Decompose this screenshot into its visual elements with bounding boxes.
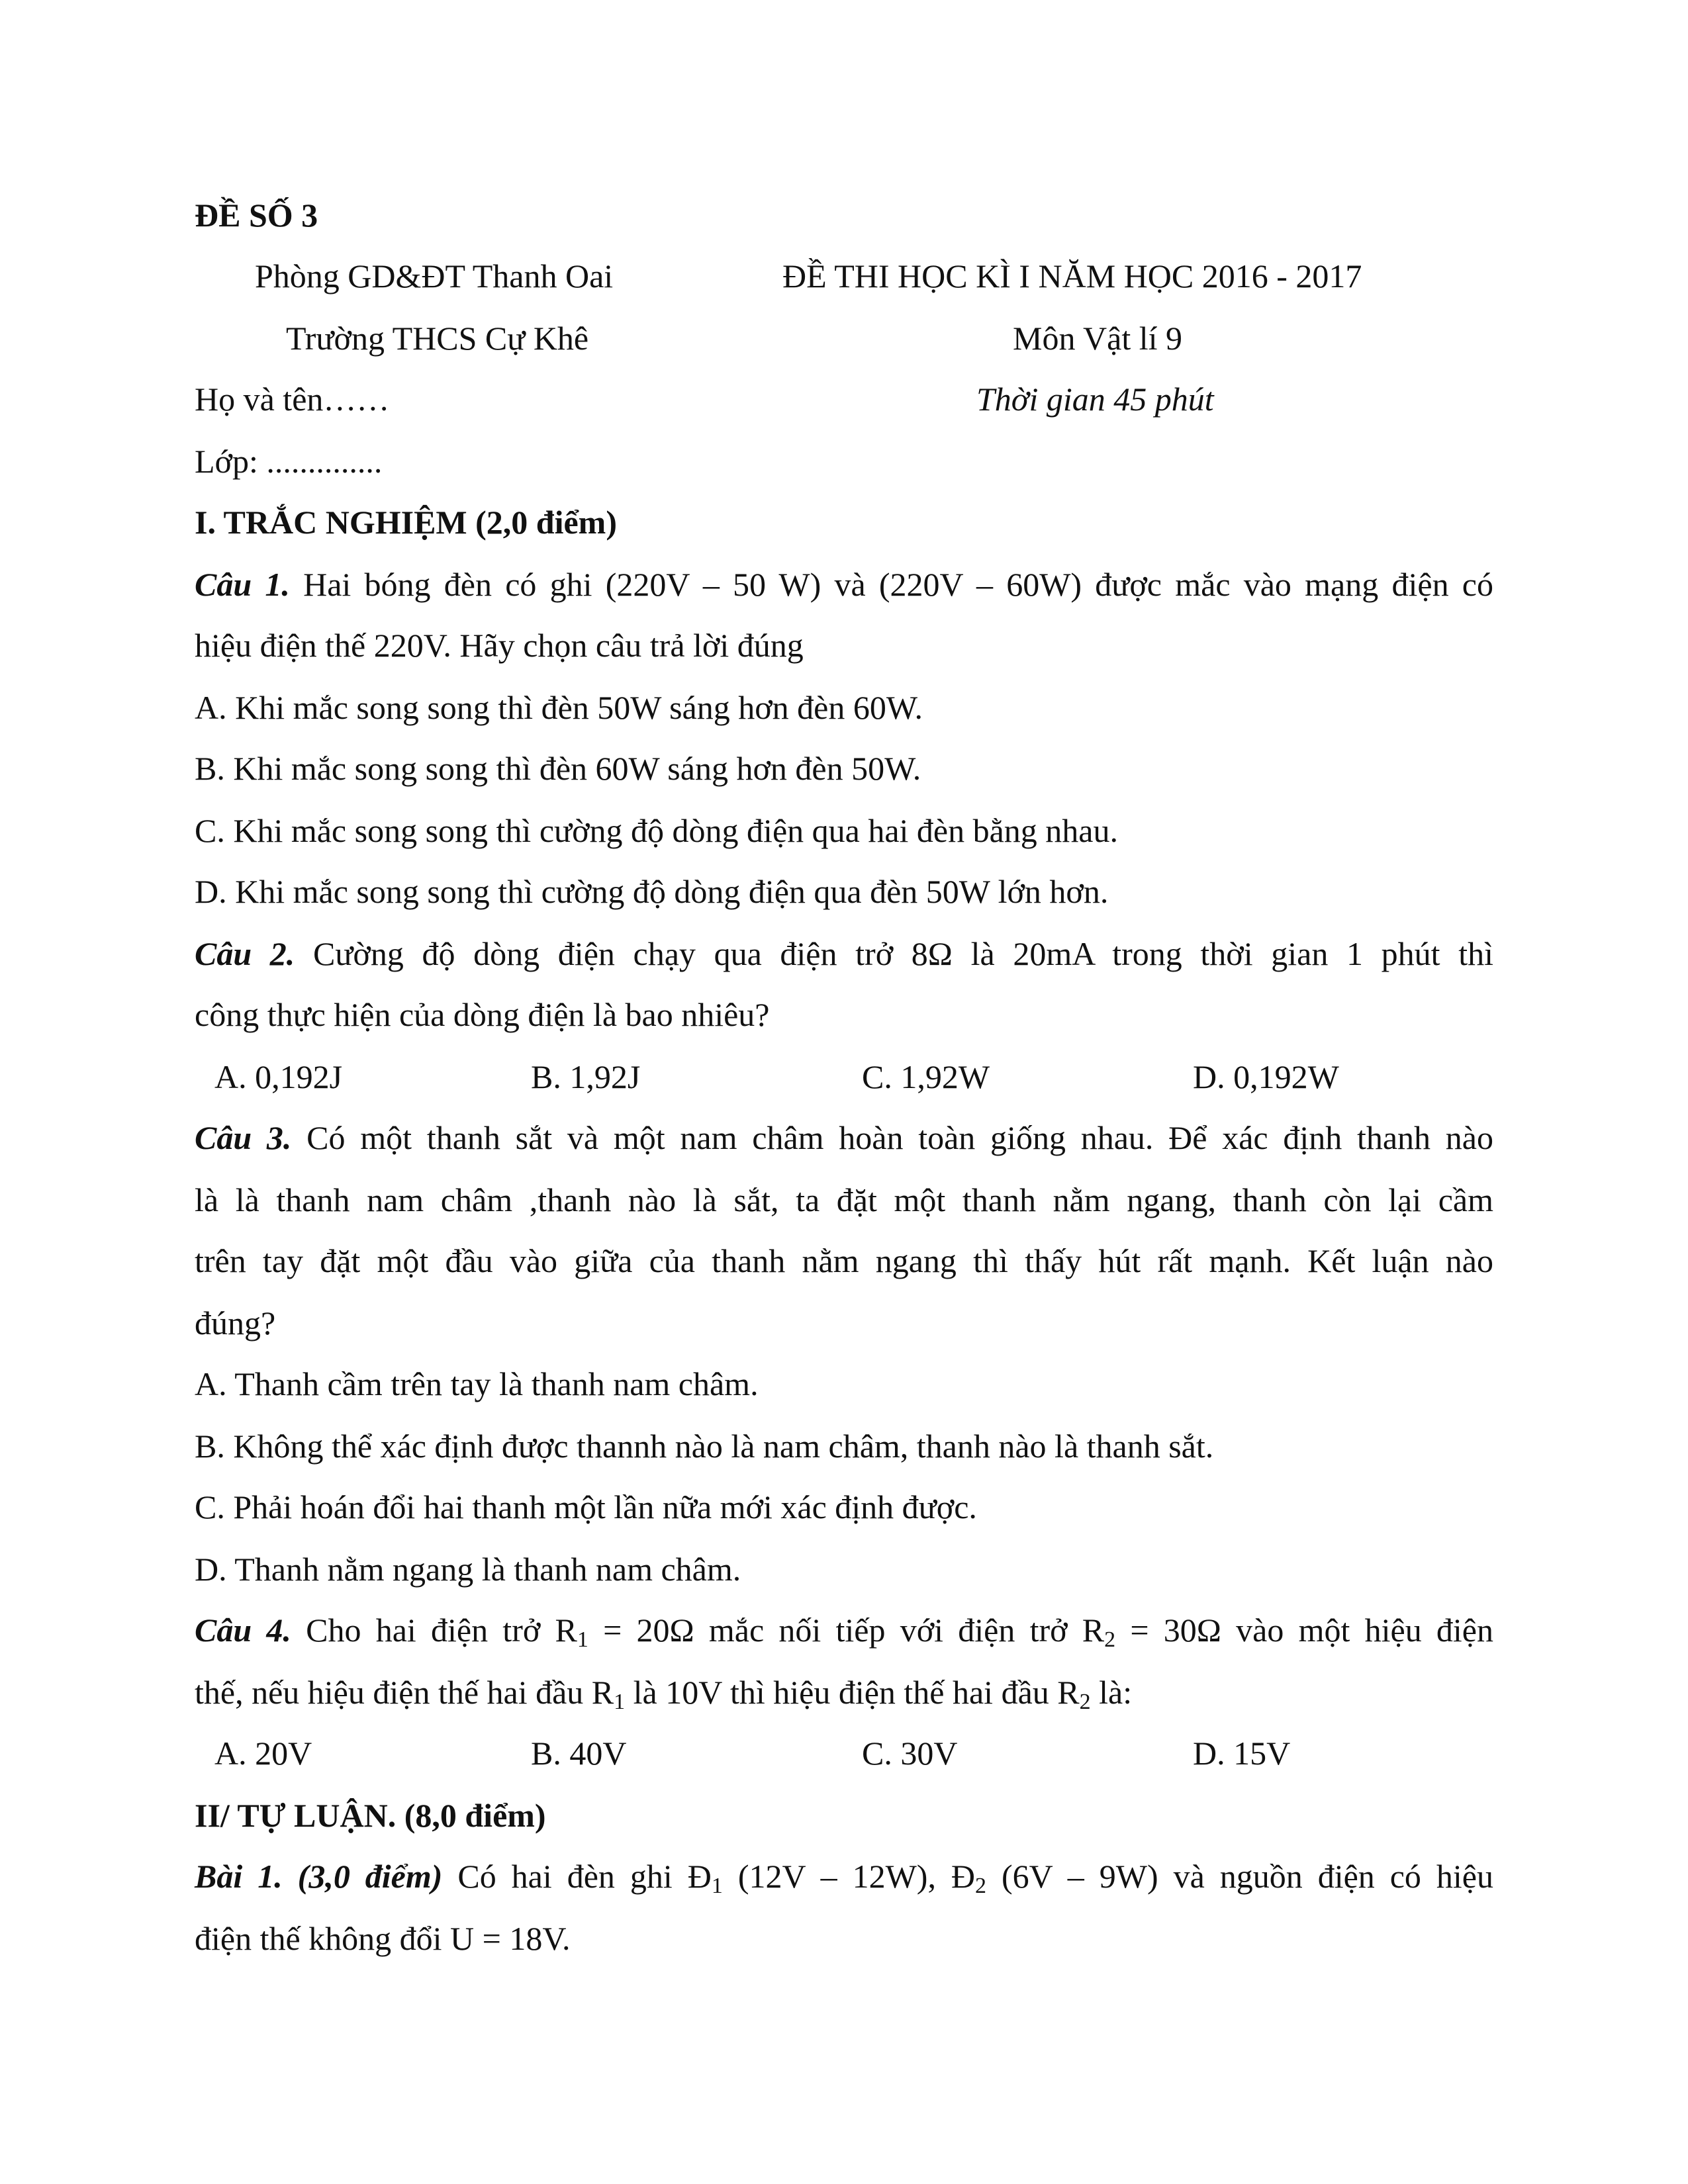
subject: Môn Vật lí 9 (1013, 320, 1183, 357)
q4-line1: Câu 4. Cho hai điện trở $R_1 = 20\Omega$ mắc nối tiếp với điện trở $R_2 = 30\Omega$ vào một hiệu điện (195, 1612, 1494, 1652)
name-field: Họ và tên…… (195, 381, 390, 418)
q2-option-c: C. 1,92W (862, 1058, 990, 1095)
q1-option-a: A. Khi mắc song song thì đèn 50W sáng hơn đèn 60W. (195, 689, 923, 726)
q1-option-c: C. Khi mắc song song thì cường độ dòng điện qua hai đèn bằng nhau. (195, 812, 1118, 849)
class-field: Lớp: .............. (195, 443, 383, 480)
q3-line1: Câu 3. Có một thanh sắt và một nam châm hoàn toàn giống nhau. Để xác định thanh nào (195, 1119, 1493, 1156)
school: Trường THCS Cự Khê (286, 320, 589, 357)
q1-line1: Câu 1. Hai bóng đèn có ghi (220V – 50 W) và (220V – 60W) được mắc vào mạng điện có (195, 566, 1493, 603)
duration: Thời gian 45 phút (976, 381, 1214, 418)
q2-options (214, 1060, 1512, 1100)
q3-option-b: B. Không thể xác định được thannh nào là nam châm, thanh nào là thanh sắt. (195, 1428, 1214, 1465)
q2-label: Câu 2. (195, 935, 295, 972)
part1-heading: I. TRẮC NGHIỆM (2,0 điểm) (195, 504, 617, 541)
q4-option-a: A. 20V (214, 1735, 312, 1772)
q2-line1: Câu 2. Cường độ dòng điện chạy qua điện trở 8Ω là 20mA trong thời gian 1 phút thì (195, 935, 1493, 972)
q1-option-d: D. Khi mắc song song thì cường độ dòng điện qua đèn 50W lớn hơn. (195, 873, 1109, 910)
b1-line2: điện thế không đổi U = 18V. (195, 1920, 571, 1957)
b1-label: Bài 1. (3,0 điểm) (195, 1858, 443, 1895)
q4-line2: thế, nếu hiệu điện thế hai đầu $R_1$ là 10V thì hiệu điện thế hai đầu $R_2$ là: (195, 1674, 1133, 1714)
q1-option-b: B. Khi mắc song song thì đèn 60W sáng hơn đèn 50W. (195, 750, 921, 787)
q4-option-d: D. 15V (1193, 1735, 1291, 1772)
b1-line1: Bài 1. (3,0 điểm) Có hai đèn ghi $Đ_1$ (12V – 12W), $Đ_2$ (6V – 9W) và nguồn điện có hiệu (195, 1858, 1493, 1898)
q2-option-d: D. 0,192W (1193, 1058, 1339, 1095)
exam-number: ĐỀ SỐ 3 (195, 197, 318, 234)
q2-option-b: B. 1,92J (531, 1058, 641, 1095)
q3-option-d: D. Thanh nằm ngang là thanh nam châm. (195, 1551, 741, 1588)
q2-line2: công thực hiện của dòng điện là bao nhiêu? (195, 996, 770, 1033)
part2-heading: II/ TỰ LUẬN. (8,0 điểm) (195, 1797, 546, 1834)
exam-title: ĐỀ THI HỌC KÌ I NĂM HỌC 2016 - 2017 (782, 257, 1362, 295)
q1-line2: hiệu điện thế 220V. Hãy chọn câu trả lời đúng (195, 627, 804, 664)
q3-line3: trên tay đặt một đầu vào giữa của thanh nằm ngang thì thấy hút rất mạnh. Kết luận nào (195, 1242, 1493, 1279)
q4-option-b: B. 40V (531, 1735, 627, 1772)
q3-option-c: C. Phải hoán đổi hai thanh một lần nữa mới xác định được. (195, 1488, 977, 1525)
department: Phòng GD&ĐT Thanh Oai (255, 257, 614, 295)
q3-line2: là là thanh nam châm ,thanh nào là sắt, ta đặt một thanh nằm ngang, thanh còn lại cầm (195, 1181, 1493, 1218)
q4-option-c: C. 30V (862, 1735, 958, 1772)
q2-option-a: A. 0,192J (214, 1058, 343, 1095)
q4-label: Câu 4. (195, 1612, 291, 1649)
q3-line4: đúng? (195, 1304, 276, 1342)
q3-label: Câu 3. (195, 1119, 292, 1156)
q4-options (214, 1737, 1512, 1776)
q3-option-a: A. Thanh cầm trên tay là thanh nam châm. (195, 1365, 759, 1402)
q1-label: Câu 1. (195, 566, 290, 603)
